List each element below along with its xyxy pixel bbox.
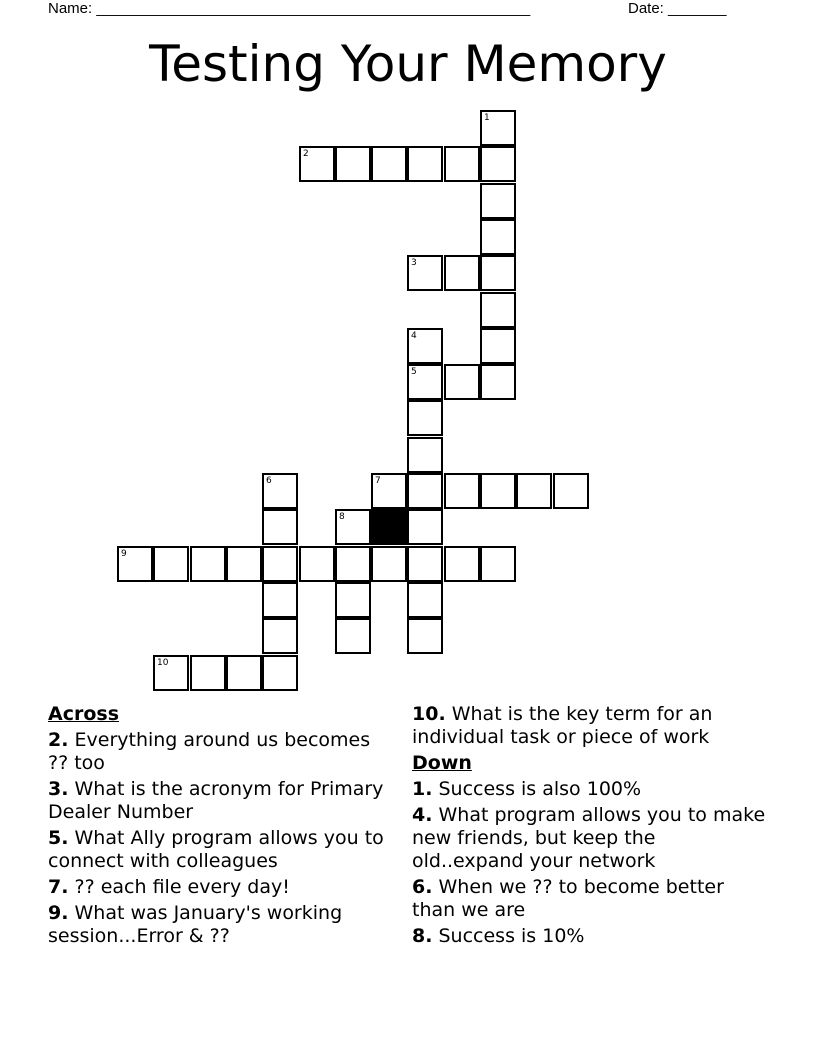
grid-cell[interactable]	[444, 146, 480, 182]
clue-number: 10	[157, 658, 169, 668]
grid-cell[interactable]	[407, 328, 443, 364]
grid-cell[interactable]	[262, 473, 298, 509]
clue-number: 3	[411, 258, 417, 268]
grid-cell[interactable]	[153, 655, 189, 691]
grid-cell[interactable]	[153, 546, 189, 582]
grid-cell[interactable]	[407, 400, 443, 436]
clue-across-10: 10. What is the key term for an individual task or piece of work	[412, 703, 713, 748]
clue-number: 1	[484, 113, 490, 123]
grid-cell[interactable]	[190, 546, 226, 582]
clue-across-3: 3. What is the acronym for Primary Dealer Number	[48, 778, 384, 823]
grid-cell[interactable]	[407, 582, 443, 618]
across-heading: Across	[48, 703, 120, 725]
grid-cell[interactable]	[190, 655, 226, 691]
grid-cell[interactable]	[480, 255, 516, 291]
grid-cell[interactable]	[335, 509, 371, 545]
grid-cell[interactable]	[480, 146, 516, 182]
grid-cell[interactable]	[407, 618, 443, 654]
grid-cell[interactable]	[444, 255, 480, 291]
grid-cell[interactable]	[407, 146, 443, 182]
grid-cell[interactable]	[262, 546, 298, 582]
black-square	[371, 509, 407, 545]
clues-left-column	[48, 703, 393, 951]
grid-cell[interactable]	[444, 364, 480, 400]
grid-cell[interactable]	[516, 473, 552, 509]
grid-cell[interactable]	[226, 655, 262, 691]
grid-cell[interactable]	[226, 546, 262, 582]
grid-cell[interactable]	[444, 473, 480, 509]
clue-number: 5	[411, 367, 417, 377]
grid-cell[interactable]	[262, 509, 298, 545]
grid-cell[interactable]	[335, 146, 371, 182]
clue-across-9: 9. What was January's working session...Error & ??	[48, 902, 343, 947]
clue-number: 2	[303, 149, 309, 159]
clue-number: 9	[121, 549, 127, 559]
clue-number: 6	[266, 476, 272, 486]
grid-cell[interactable]	[371, 546, 407, 582]
grid-cell[interactable]	[335, 582, 371, 618]
grid-cell[interactable]	[407, 364, 443, 400]
grid-cell[interactable]	[480, 110, 516, 146]
down-heading: Down	[412, 752, 472, 774]
clue-across-5: 5. What Ally program allows you to connect with colleagues	[48, 827, 384, 872]
grid-cell[interactable]	[371, 146, 407, 182]
clues-right-column	[412, 703, 772, 951]
grid-cell[interactable]	[262, 618, 298, 654]
date-line: _______	[668, 0, 727, 17]
grid-cell[interactable]	[407, 437, 443, 473]
grid-cell[interactable]	[262, 655, 298, 691]
grid-cell[interactable]	[117, 546, 153, 582]
grid-cell[interactable]	[480, 473, 516, 509]
grid-cell[interactable]	[480, 292, 516, 328]
grid-cell[interactable]	[553, 473, 589, 509]
clue-down-6: 6. When we ?? to become better than we are	[412, 876, 724, 921]
grid-cell[interactable]	[335, 546, 371, 582]
clue-number: 4	[411, 331, 417, 341]
grid-cell[interactable]	[407, 509, 443, 545]
grid-cell[interactable]	[299, 546, 335, 582]
clue-across-7: 7. ?? each file every day!	[48, 876, 290, 898]
grid-cell[interactable]	[407, 473, 443, 509]
page-title: Testing Your Memory	[149, 35, 667, 93]
grid-cell[interactable]	[262, 582, 298, 618]
grid-cell[interactable]	[480, 219, 516, 255]
clue-down-4: 4. What program allows you to make new friends, but keep the old..expand your network	[412, 804, 766, 872]
grid-cell[interactable]	[480, 364, 516, 400]
clue-across-2: 2. Everything around us becomes ?? too	[48, 729, 371, 774]
clue-down-1: 1. Success is also 100%	[412, 778, 642, 800]
name-label: Name:	[48, 0, 93, 17]
grid-cell[interactable]	[480, 328, 516, 364]
grid-cell[interactable]	[371, 473, 407, 509]
grid-cell[interactable]	[444, 546, 480, 582]
clue-number: 7	[375, 476, 381, 486]
clue-down-8: 8. Success is 10%	[412, 925, 585, 947]
grid-cell[interactable]	[407, 255, 443, 291]
name-line: ____________________________________________________	[96, 0, 531, 17]
date-label: Date:	[628, 0, 664, 17]
grid-cell[interactable]	[480, 183, 516, 219]
grid-cell[interactable]	[299, 146, 335, 182]
grid-cell[interactable]	[480, 546, 516, 582]
grid-cell[interactable]	[335, 618, 371, 654]
clue-number: 8	[339, 512, 345, 522]
grid-cell[interactable]	[407, 546, 443, 582]
